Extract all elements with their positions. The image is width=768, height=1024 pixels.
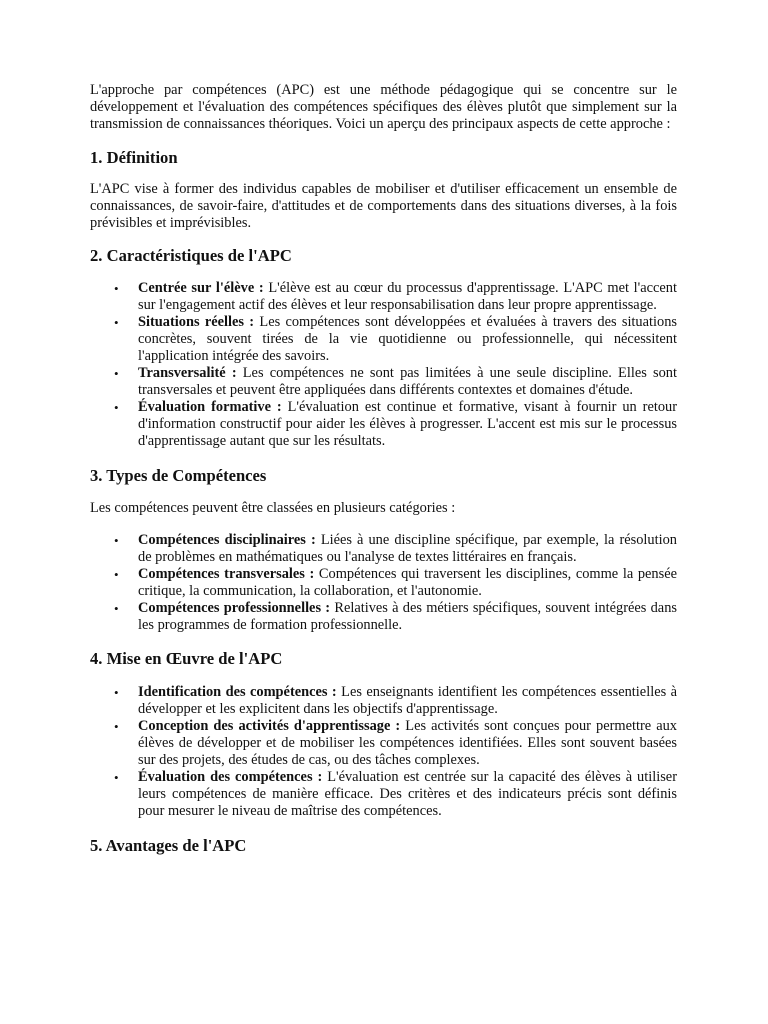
heading-types: 3. Types de Compétences <box>90 466 267 485</box>
heading-mise-en-oeuvre: 4. Mise en Œuvre de l'APC <box>90 649 283 668</box>
list-item <box>90 399 677 450</box>
mise-en-oeuvre-list <box>90 684 677 820</box>
item-term: Évaluation formative : <box>138 399 282 415</box>
intro-paragraph: L'approche par compétences (APC) est une méthode pédagogique qui se concentre sur le développement et l'évaluation des compétences spécifiques des élèves plutôt que simplement sur la transmission de connaissances théoriques. Voici un aperçu des principaux aspects de cette approche : <box>90 82 677 132</box>
item-term: Compétences disciplinaires : <box>138 532 316 548</box>
heading-caracteristiques: 2. Caractéristiques de l'APC <box>90 246 292 265</box>
item-term: Compétences transversales : <box>138 566 315 582</box>
item-text: Les activités sont conçues pour permettre aux élèves de développer et de mobiliser les compétences identifiées. Elles sont souvent basées sur des projets, des études de cas, ou des tâches complexes. <box>138 718 677 768</box>
definition-paragraph: L'APC vise à former des individus capables de mobiliser et d'utiliser efficacement un ensemble de connaissances, de savoir-faire, d'attitudes et de comportements dans des situations diverses, à la fois prévisibles et imprévisibles. <box>90 181 677 231</box>
item-text: Liées à une discipline spécifique, par exemple, la résolution de problèmes en mathématiques ou l'analyse de textes littéraires en français. <box>138 532 677 565</box>
types-list <box>90 532 677 634</box>
heading-definition: 1. Définition <box>90 148 178 167</box>
item-text: L'évaluation est continue et formative, visant à fournir un retour d'information constructif pour aider les élèves à progresser. L'accent est mis sur le processus d'apprentissage autant que sur les résultats. <box>138 399 678 449</box>
item-text: Relatives à des métiers spécifiques, souvent intégrées dans les programmes de formation professionnelle. <box>138 600 677 633</box>
heading-avantages: 5. Avantages de l'APC <box>90 836 247 855</box>
item-term: Situations réelles : <box>138 314 255 330</box>
item-term: Évaluation des compétences : <box>138 769 323 785</box>
list-item <box>90 566 677 600</box>
types-paragraph: Les compétences peuvent être classées en plusieurs catégories : <box>90 500 456 516</box>
item-text: Les compétences ne sont pas limitées à une seule discipline. Elles sont transversales et peuvent être appliquées dans différents contextes et domaines d'étude. <box>138 365 677 398</box>
caracteristiques-list <box>90 280 677 450</box>
item-text: Les compétences sont développées et évaluées à travers des situations concrètes, souvent tirées de la vie quotidienne ou professionnelle, qui nécessitent l'application intégrée des savoirs. <box>138 314 678 364</box>
document-page <box>90 82 677 856</box>
item-text: L'élève est au cœur du processus d'apprentissage. L'APC met l'accent sur l'engagement actif des élèves et leur responsabilisation dans leur propre apprentissage. <box>138 280 678 313</box>
item-term: Identification des compétences : <box>138 684 337 700</box>
list-item <box>90 365 677 399</box>
item-term: Conception des activités d'apprentissage : <box>138 718 401 734</box>
item-text: Compétences qui traversent les disciplines, comme la pensée critique, la communication, la collaboration, et l'autonomie. <box>138 566 677 599</box>
item-term: Compétences professionnelles : <box>138 600 331 616</box>
list-item <box>90 769 677 820</box>
list-item <box>90 314 677 365</box>
list-item <box>90 532 677 566</box>
item-text: L'évaluation est centrée sur la capacité des élèves à utiliser leurs compétences de manière efficace. Des critères et des indicateurs précis sont définis pour mesurer le niveau de maîtrise des compétences. <box>138 769 677 819</box>
list-item <box>90 684 677 718</box>
item-text: Les enseignants identifient les compétences essentielles à développer et les explicitent dans les objectifs d'apprentissage. <box>138 684 677 717</box>
list-item <box>90 280 677 314</box>
list-item <box>90 718 677 769</box>
item-term: Transversalité : <box>138 365 237 381</box>
list-item <box>90 600 677 634</box>
item-term: Centrée sur l'élève : <box>138 280 264 296</box>
